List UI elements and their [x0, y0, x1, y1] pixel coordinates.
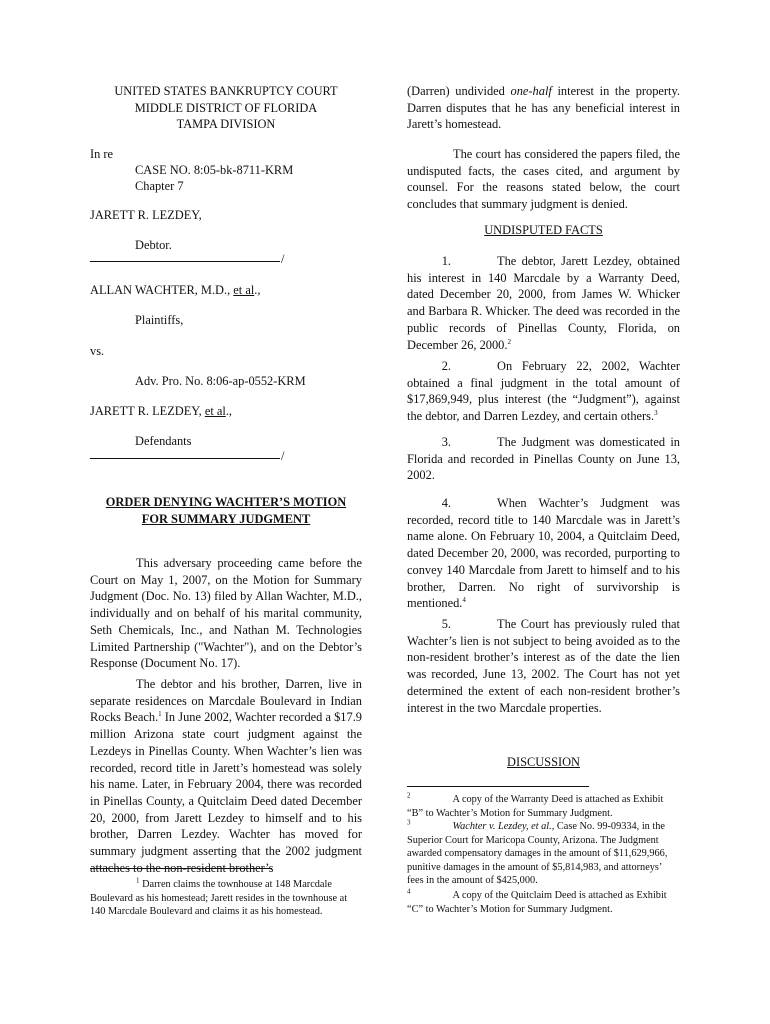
- undisputed-facts-heading: UNDISPUTED FACTS: [484, 223, 603, 237]
- court-district: MIDDLE DISTRICT OF FLORIDA: [134, 100, 318, 115]
- order-title-line1: ORDER DENYING WACHTER’S MOTION: [105, 495, 347, 509]
- plaintiff-name: ALLAN WACHTER, M.D., et al.,: [90, 283, 261, 297]
- fact-3: 3. The Judgment was domesticated in Florida and recorded in Pinellas County on June 13, 2002.: [407, 435, 680, 483]
- court-heading: [90, 83, 362, 133]
- discussion-heading: DISCUSSION: [507, 755, 580, 769]
- footnote-rule-right: [407, 786, 589, 787]
- case-number: CASE NO. 8:05-bk-8711-KRM: [135, 163, 294, 177]
- debtor-name: JARETT R. LEZDEY,: [90, 208, 202, 222]
- order-title-line2: FOR SUMMARY JUDGMENT: [141, 511, 311, 526]
- court-division: TAMPA DIVISION: [176, 117, 276, 132]
- versus-label: vs.: [90, 344, 105, 358]
- footnote-1: $^1$ Darren claims the townhouse at 148 Marcdale Boulevard as his homestead; Jarett resides in the townhouse at 140 Marcdale Boulevard and claims it as his homestead.: [90, 876, 348, 918]
- footnote-4: $^4$ A copy of the Quitclaim Deed is attached as Exhibit “C” to Wachter’s Motion for Summary Judgment.: [407, 887, 667, 915]
- debtor-label: Debtor.: [135, 238, 172, 252]
- paragraph-continuation: (Darren) undivided one-half interest in the property. Darren disputes that he has any beneficial interest in Jarett’s homestead.: [407, 84, 680, 132]
- footnote-ref-2: 2: [507, 337, 511, 346]
- footnote-3: $^3$ Wachter v. Lezdey, et al., Case No. 99-09334, in the Superior Court for Maricopa County, Arizona. The Judgment awarded compensatory damages in the amount of $11,629,966, punitive damages in the amount of $5,814,983, and attorneys’ fees in the amount of $425,000.: [407, 818, 668, 887]
- paragraph-background: The debtor and his brother, Darren, live in separate residences on Marcdale Boulevard in Indian Rocks Beach.$^1$ In June 2002, Wachter recorded a $17.9 million Arizona state court judgment against the Lezdeys in Pinellas County. When Wachter’s lien was recorded, record title in Jarett’s homestead was solely his name. Later, in February 2004, there was recorded in Pinellas County, a Quitclaim Deed dated December 20, 2000, from Jarett Lezdey to himself and to his brother, Darren Lezdey. Wachter has moved for summary judgment asserting that the 2002 judgment attaches to the non-resident brother’s: [90, 677, 362, 875]
- caption-slash: /: [281, 252, 285, 266]
- order-title: [90, 494, 362, 527]
- defendant-name: JARETT R. LEZDEY, et al.,: [90, 404, 233, 418]
- footnote-ref-4: 4: [462, 596, 466, 605]
- defendants-label: Defendants: [135, 434, 192, 448]
- caption-slash-2: /: [281, 449, 285, 463]
- chapter: Chapter 7: [135, 179, 184, 193]
- court-name: UNITED STATES BANKRUPTCY COURT: [114, 84, 338, 98]
- fact-4: 4. When Wachter’s Judgment was recorded, record title to 140 Marcdale was in Jarett’s name alone. On February 10, 2004, a Quitclaim Deed, dated December 20, 2000, was recorded, purporting to convey 140 Marcdale from Jarett to himself and to his brother, Darren. No right of survivorship is mentioned.$^4$: [407, 496, 680, 611]
- fact-1: 1. The debtor, Jarett Lezdey, obtained his interest in 140 Marcdale by a Warranty Deed, dated December 20, 2000, from James W. Whicker and Barbara R. Whicker. The deed was recorded in the public records of Pinellas County, Florida, on December 26, 2000.$^2$: [407, 254, 680, 352]
- in-re-label: In re: [90, 147, 114, 161]
- paragraph-considered: The court has considered the papers filed, the undisputed facts, the cases cited, and argument by counsel. For the reasons stated below, the court concludes that summary judgment is denied.: [407, 147, 680, 212]
- fact-2: 2. On February 22, 2002, Wachter obtained a final judgment in the total amount of $17,869,949, plus interest (the “Judgment”), against the debtor, and Darren Lezdey, and certain others.$^3$: [407, 359, 680, 424]
- footnote-ref-1: 1: [158, 710, 162, 719]
- caption-rule: [90, 261, 280, 262]
- plaintiffs-label: Plaintiffs,: [135, 313, 184, 327]
- caption-rule-2: [90, 458, 280, 459]
- adversary-proceeding-number: Adv. Pro. No. 8:06-ap-0552-KRM: [135, 374, 306, 388]
- footnote-rule: [90, 868, 272, 869]
- paragraph-proceeding: This adversary proceeding came before the Court on May 1, 2007, on the Motion for Summary Judgment (Doc. No. 13) filed by Allan Wachter, M.D., individually and on behalf of his marital community, Seth Chemicals, Inc., and Nathan M. Technologies Limited Partnership ("Wachter"), and on the Debtor’s Response (Document No. 17).: [90, 556, 362, 671]
- footnote-ref-3: 3: [654, 408, 658, 417]
- footnote-2: $^2$ A copy of the Warranty Deed is attached as Exhibit “B” to Wachter’s Motion for Summary Judgment.: [407, 791, 664, 819]
- fact-5: 5. The Court has previously ruled that Wachter’s lien is not subject to being avoided as to the non-resident brother’s interest as of the date the lien was recorded, June 13, 2002. The Court has not yet determined the extent of each non-resident brother’s interest in the two Marcdale properties.: [407, 617, 680, 715]
